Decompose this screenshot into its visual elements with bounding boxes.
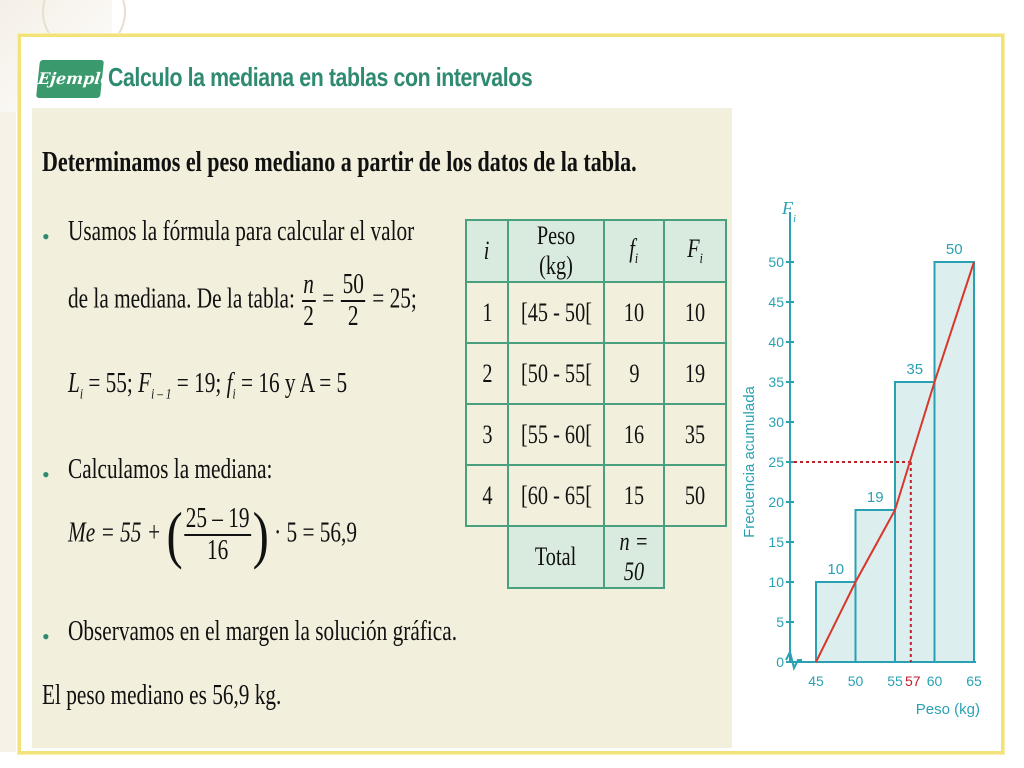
y-tick-label: 40	[768, 334, 784, 350]
table-total-row	[466, 526, 726, 588]
cell: [45 - 50[	[508, 282, 604, 343]
y-tick-label: 15	[768, 534, 784, 550]
y-tick-label: 30	[768, 414, 784, 430]
y-tick-label: 5	[776, 614, 784, 630]
table-row	[466, 282, 726, 343]
cell: 3	[466, 404, 508, 465]
table-row	[466, 343, 726, 404]
side-decoration	[0, 112, 16, 752]
header-peso: Peso (kg)	[508, 220, 604, 282]
y-axis-symbol-sub: i	[793, 213, 797, 225]
table-row	[466, 404, 726, 465]
y-tick-label: 45	[768, 294, 784, 310]
symbol-F: F	[138, 368, 152, 399]
y-axis-label: Frecuencia acumulada	[741, 386, 758, 538]
cumulative-frequency-chart	[734, 186, 990, 736]
y-tick-label: 35	[768, 374, 784, 390]
symbol-L: L	[68, 368, 80, 399]
step2-line: Calculamos la mediana:	[68, 454, 273, 485]
ejemplo-tag: Ejemplo	[36, 60, 104, 98]
x-tick-label: 55	[887, 673, 903, 689]
fraction-n-over-2: $\frac{n}{2}$	[303, 269, 314, 332]
step1-line1: Usamos la fórmula para calcular el valor	[68, 216, 415, 247]
median-formula	[68, 499, 358, 570]
cell: 4	[466, 465, 508, 526]
total-label: Total	[508, 526, 604, 588]
formula-prefix: Me = 55 +	[68, 517, 162, 549]
symbol-L-sub: i	[79, 386, 84, 403]
cell: 50	[664, 465, 726, 526]
cell: 16	[604, 404, 664, 465]
header-i: i	[466, 220, 508, 282]
table-header-row	[466, 220, 726, 282]
paren-left: (	[166, 499, 183, 570]
y-tick-label: 10	[768, 574, 784, 590]
total-value: n = 50	[604, 526, 664, 588]
median-position: = 25;	[372, 283, 417, 315]
cell: 19	[664, 343, 726, 404]
fraction-50-over-2: $\frac{50}{2}$	[342, 269, 364, 332]
bar	[856, 510, 896, 662]
paren-right: )	[252, 499, 269, 570]
value-F: = 19;	[176, 368, 222, 399]
bar-data-label: 35	[906, 361, 924, 378]
bar-data-label: 10	[827, 561, 845, 578]
equals-sign: =	[322, 283, 335, 315]
empty-cell	[664, 526, 726, 588]
value-L: = 55;	[88, 368, 133, 399]
y-tick-label: 25	[768, 454, 784, 470]
cell: [60 - 65[	[508, 465, 604, 526]
header-fi: $f_i$	[604, 220, 664, 282]
cell: 10	[664, 282, 726, 343]
intro-text: Determinamos el peso mediano a partir de los datos de la tabla.	[42, 146, 637, 178]
formula-fraction: $\frac{25 - 19}{16}$	[185, 503, 250, 566]
bar	[895, 382, 935, 662]
x-tick-label: 65	[966, 673, 982, 689]
table-row	[466, 465, 726, 526]
y-tick-label: 50	[768, 254, 784, 270]
value-f-and-A: = 16 y A = 5	[241, 368, 348, 399]
y-axis-symbol: F	[782, 198, 793, 218]
example-title: Calculo la mediana en tablas con intervalos	[108, 62, 533, 92]
bullet-icon: •	[42, 462, 50, 487]
cell: [50 - 55[	[508, 343, 604, 404]
median-x-label: 57	[905, 673, 921, 689]
cell: 15	[604, 465, 664, 526]
bullet-icon: •	[42, 224, 50, 249]
step1-line2-prefix: de la mediana. De la tabla:	[68, 283, 295, 315]
cell: 1	[466, 282, 508, 343]
header-Fi: $F_i$	[664, 220, 726, 282]
formula-result: · 5 = 56,9	[274, 517, 358, 549]
bullet-icon: •	[42, 624, 50, 649]
step1-line2	[68, 270, 417, 332]
cell: 35	[664, 404, 726, 465]
cell: 9	[604, 343, 664, 404]
y-tick-label: 0	[776, 654, 784, 670]
bar-data-label: 19	[866, 489, 884, 506]
cell: [55 - 60[	[508, 404, 604, 465]
step1-line3	[68, 368, 347, 404]
x-tick-label: 60	[926, 673, 943, 689]
step3-line: Observamos en el margen la solución gráfica.	[68, 616, 458, 647]
cell: 2	[466, 343, 508, 404]
bar-data-label: 50	[945, 241, 963, 258]
x-tick-label: 45	[808, 673, 824, 689]
y-tick-label: 20	[768, 494, 784, 510]
symbol-F-sub: i – 1	[151, 386, 172, 403]
symbol-f-sub: i	[232, 386, 236, 403]
axis-break	[786, 652, 802, 668]
x-tick-label: 50	[847, 673, 864, 689]
symbol-f: f	[226, 368, 233, 399]
empty-cell	[466, 526, 508, 588]
conclusion-text: El peso mediano es 56,9 kg.	[42, 680, 282, 711]
frequency-table	[465, 219, 727, 589]
cell: 10	[604, 282, 664, 343]
x-axis-label: Peso (kg)	[915, 701, 980, 718]
